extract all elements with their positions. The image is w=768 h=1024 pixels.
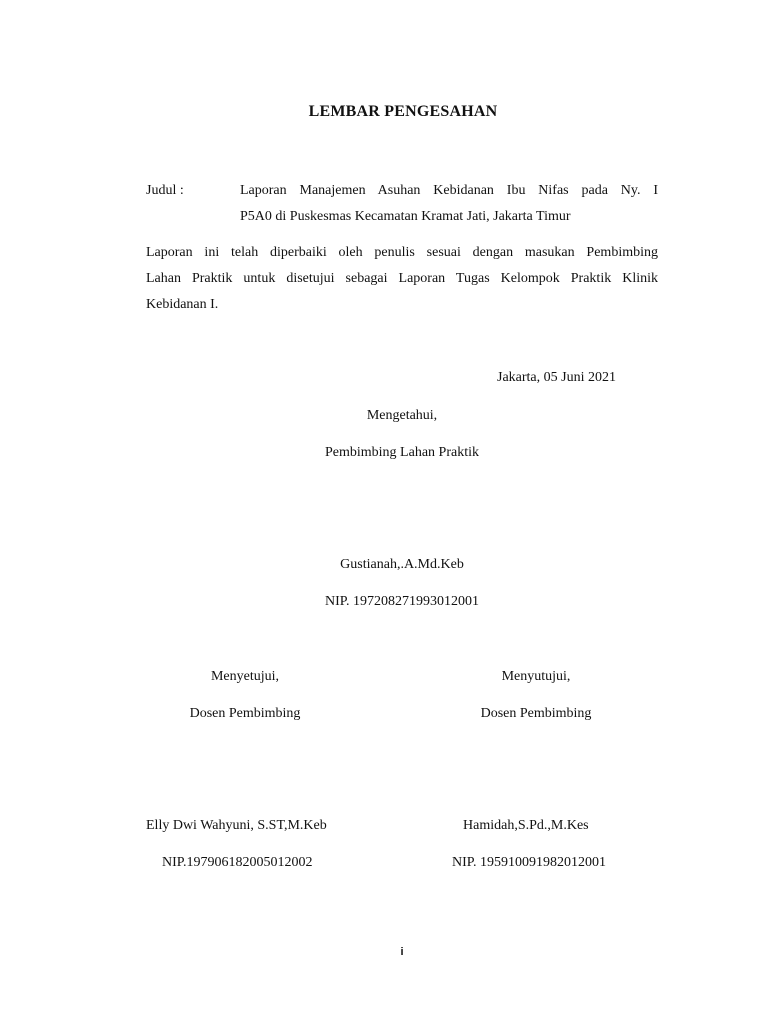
document-title: LEMBAR PENGESAHAN	[308, 103, 498, 120]
approval-paragraph	[146, 240, 658, 318]
mengetahui-role: Pembimbing Lahan Praktik	[325, 445, 479, 460]
paragraph-line-3: Kebidanan I.	[146, 297, 219, 312]
judul-label: Judul :	[146, 183, 184, 198]
mengetahui-label: Mengetahui,	[366, 408, 438, 423]
left-signer-role: Dosen Pembimbing	[189, 706, 301, 721]
right-approval-label: Menyutujui,	[501, 669, 571, 684]
place-date: Jakarta, 05 Juni 2021	[497, 370, 616, 385]
right-signer-name: Hamidah,S.Pd.,M.Kes	[463, 818, 589, 833]
right-signer-role: Dosen Pembimbing	[480, 706, 592, 721]
left-signer-nip: NIP.197906182005012002	[162, 855, 313, 870]
judul-line-1: Laporan Manajemen Asuhan Kebidanan Ibu Nifas pada Ny. I	[240, 183, 658, 198]
judul-text	[240, 178, 658, 230]
left-approval-label: Menyetujui,	[210, 669, 280, 684]
mengetahui-name: Gustianah,.A.Md.Keb	[340, 557, 464, 572]
page-number: i	[400, 946, 404, 958]
paragraph-line-2: Lahan Praktik untuk disetujui sebagai Laporan Tugas Kelompok Praktik Klinik	[146, 271, 658, 286]
left-signer-name: Elly Dwi Wahyuni, S.ST,M.Keb	[146, 818, 327, 833]
mengetahui-nip: NIP. 197208271993012001	[324, 594, 479, 609]
right-signer-nip: NIP. 195910091982012001	[452, 855, 607, 870]
judul-line-2: P5A0 di Puskesmas Kecamatan Kramat Jati, Jakarta Timur	[240, 209, 571, 224]
paragraph-line-1: Laporan ini telah diperbaiki oleh penulis sesuai dengan masukan Pembimbing	[146, 245, 658, 260]
